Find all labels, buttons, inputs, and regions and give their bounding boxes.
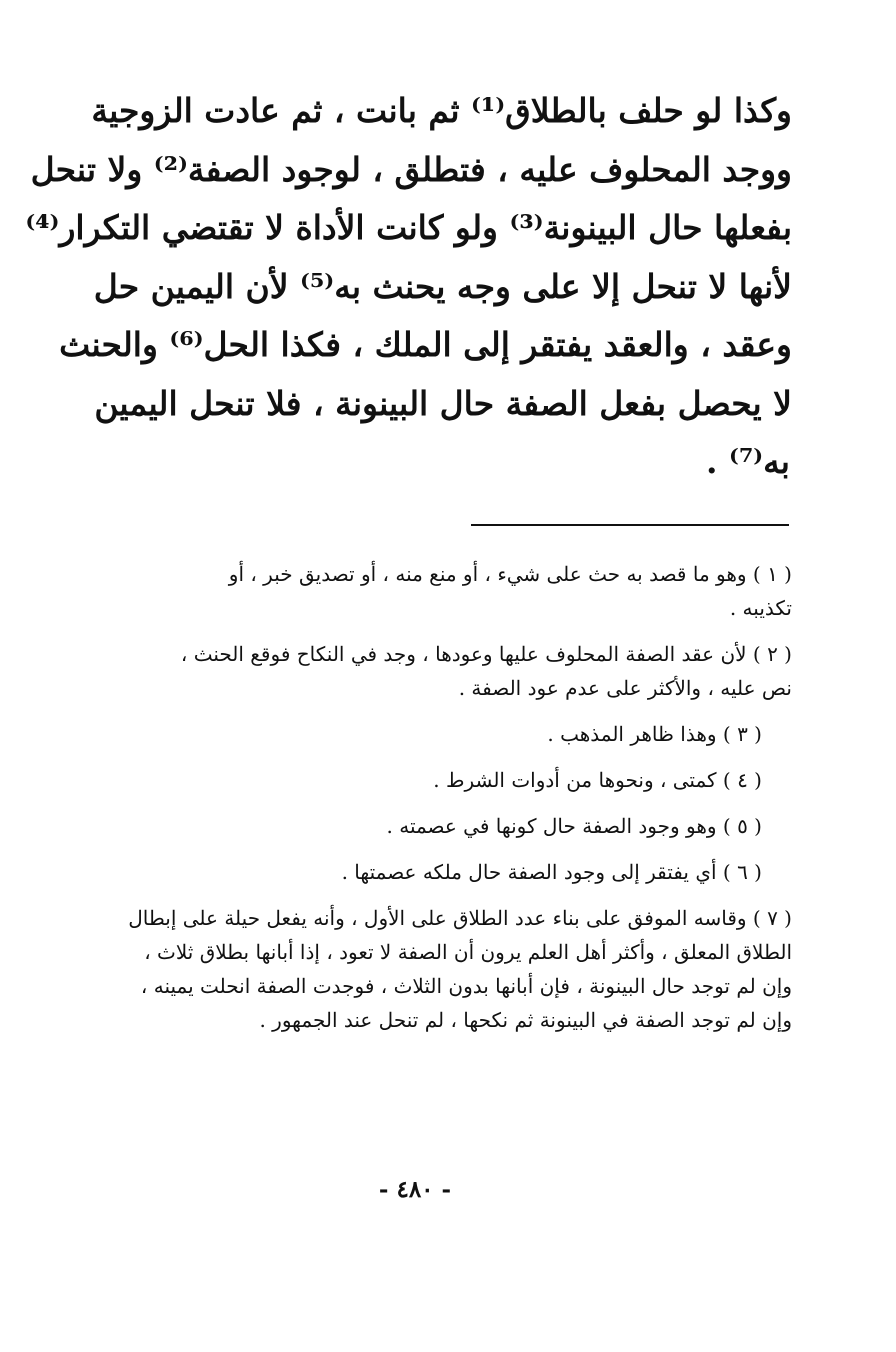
footnote-2	[50, 637, 792, 705]
page-number: - ٤٨٠ -	[378, 1176, 452, 1203]
footnote-3	[50, 717, 792, 751]
footnote-7-line-4: وإن لم توجد الصفة في البينونة ثم نكحها ، لم تنحل عند الجمهور .	[259, 1008, 792, 1032]
footnote-1	[50, 557, 792, 625]
main-text-line-7: به⁽⁷⁾ .	[706, 442, 790, 481]
footnote-7-line-2: الطلاق المعلق ، وأكثر أهل العلم يرون أن الصفة لا تعود ، إذا أبانها بطلاق ثلاث ،	[144, 940, 792, 964]
main-text-line-3: بفعلها حال البينونة⁽³⁾ ولو كانت الأداة لا تقتضي التكرار⁽⁴⁾	[25, 208, 792, 247]
footnotes-list	[50, 557, 792, 1049]
footnote-5	[50, 809, 792, 843]
footnote-3-line-1: ( ٣ ) وهذا ظاهر المذهب .	[547, 722, 762, 746]
footnote-7-line-3: وإن لم توجد حال البينونة ، فإن أبانها بدون الثلاث ، فوجدت الصفة انحلت يمينه ،	[140, 974, 792, 998]
footnote-7-line-1: ( ٧ ) وقاسه الموفق على بناء عدد الطلاق على الأول ، وأنه يفعل حيلة على إبطال	[128, 906, 792, 930]
main-text-line-2: ووجد المحلوف عليه ، فتطلق ، لوجود الصفة⁽²⁾ ولا تنحل	[30, 149, 792, 189]
footnote-6-line-1: ( ٦ ) أي يفتقر إلى وجود الصفة حال ملكه عصمتها .	[341, 860, 762, 884]
footnote-2-line-1: ( ٢ ) لأن عقد الصفة المحلوف عليها وعودها ، وجد في النكاح فوقع الحنث ،	[180, 642, 792, 666]
footnote-4	[50, 763, 792, 797]
footnote-1-line-1: ( ١ ) وهو ما قصد به حث على شيء ، أو منع منه ، أو تصديق خبر ، أو	[228, 562, 792, 586]
main-text-line-4: لأنها لا تنحل إلا على وجه يحنث به⁽⁵⁾ لأن اليمين حل	[93, 266, 792, 306]
footnote-4-line-1: ( ٤ ) كمتى ، ونحوها من أدوات الشرط .	[433, 768, 762, 792]
footnote-1-line-2: تكذيبه .	[729, 596, 792, 620]
main-text-line-6: لا يحصل بفعل الصفة حال البينونة ، فلا تنحل اليمين	[94, 383, 792, 423]
footnote-6	[50, 855, 792, 889]
footnote-7	[50, 901, 792, 1037]
main-text-line-1: وكذا لو حلف بالطلاق⁽¹⁾ ثم بانت ، ثم عادت الزوجية	[91, 91, 792, 130]
main-text-line-5: وعقد ، والعقد يفتقر إلى الملك ، فكذا الحل⁽⁶⁾ والحنث	[59, 325, 792, 364]
footnote-5-line-1: ( ٥ ) وهو وجود الصفة حال كونها في عصمته .	[386, 814, 762, 838]
footnote-divider	[471, 524, 789, 526]
footnote-2-line-2: نص عليه ، والأكثر على عدم عود الصفة .	[458, 676, 792, 700]
main-text-paragraph	[25, 82, 792, 492]
